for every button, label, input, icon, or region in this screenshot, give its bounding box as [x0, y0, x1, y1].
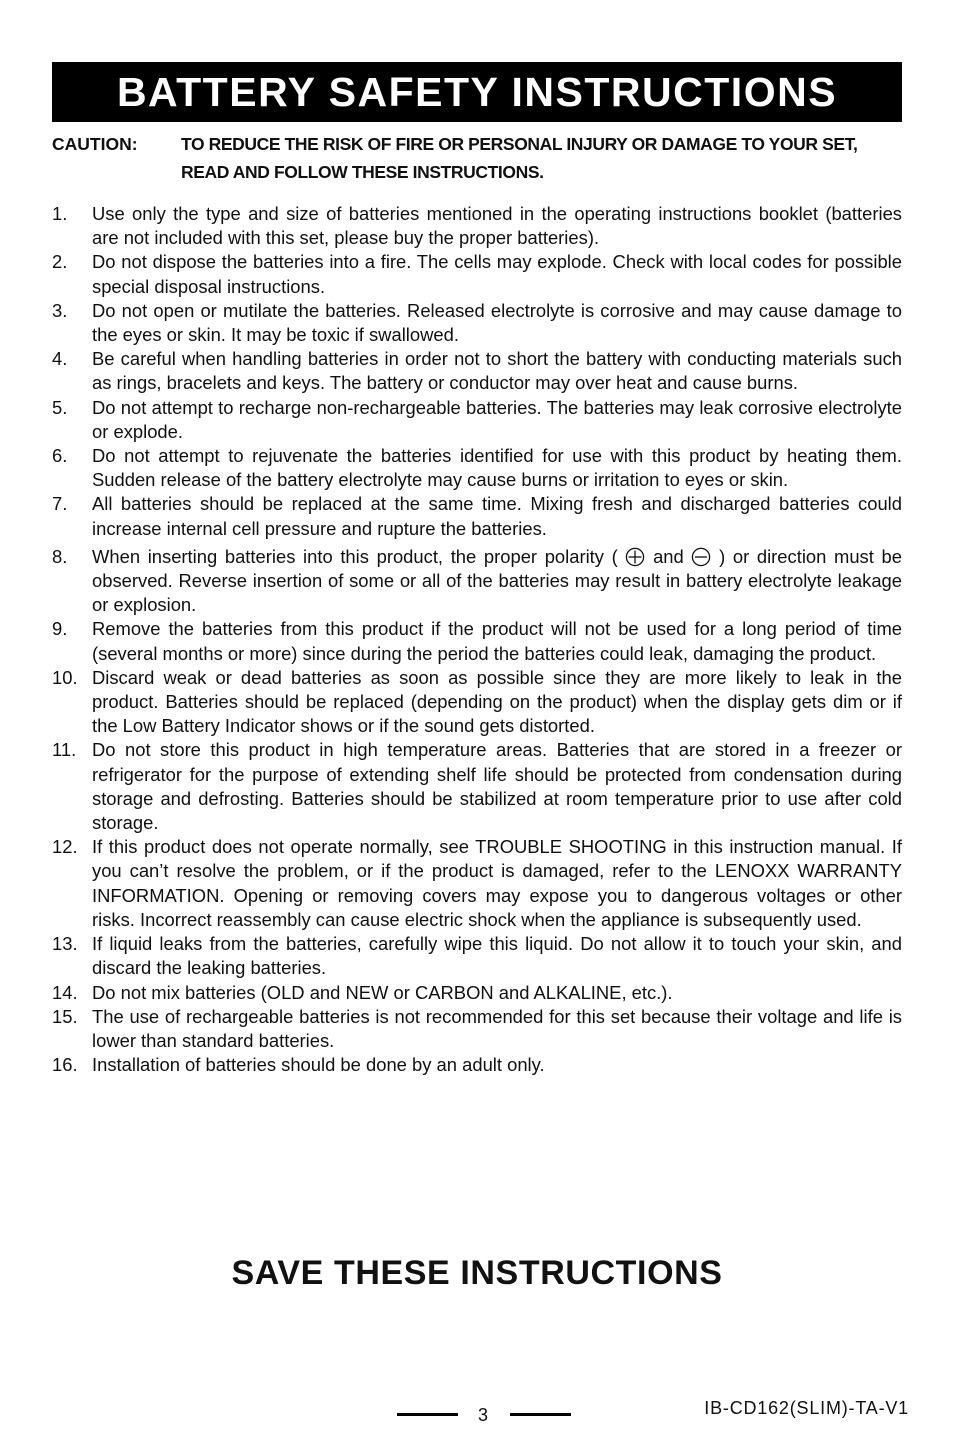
item-number: 13.	[52, 933, 78, 955]
item-text: The use of rechargeable batteries is not recommended for this set because their voltage and life is lower than standard batteries.	[92, 1005, 902, 1051]
item-text: All batteries should be replaced at the same time. Mixing fresh and discharged batteries could increase internal cell pressure and rupture the batteries.	[92, 493, 902, 539]
item-text: If liquid leaks from the batteries, carefully wipe this liquid. Do not allow it to touch your skin, and discard the leaking batteries.	[92, 933, 902, 979]
list-item	[52, 492, 902, 540]
list-item	[52, 1005, 902, 1053]
item-text: Remove the batteries from this product if the product will not be used for a long period of time (several months or more) since during the period the batteries could leak, damaging the product.	[92, 618, 902, 664]
item-text: Do not attempt to recharge non-rechargeable batteries. The batteries may leak corrosive electrolyte or explode.	[92, 396, 902, 442]
item-number: 1.	[52, 203, 68, 224]
item-text: Do not dispose the batteries into a fire. The cells may explode. Check with local codes for possible special disposal instructions.	[92, 251, 902, 297]
item-text: Be careful when handling batteries in order not to short the battery with conducting materials such as rings, bracelets and keys. The battery or conductor may over heat and cause burns.	[92, 348, 902, 394]
item-number: 9.	[52, 618, 68, 640]
item-text	[92, 545, 902, 618]
item-number: 7.	[52, 493, 68, 515]
item-text: If this product does not operate normally, see TROUBLE SHOOTING in this instruction manual. If you can’t resolve the problem, or if the product is damaged, refer to the LENOXX WARRANTY INFORMATION. Opening or removing covers may expose you to dangerous voltages or other risks. Incorrect reassembly can cause electric shock when the appliance is subsequently used.	[92, 836, 902, 930]
item-number: 15.	[52, 1005, 78, 1027]
item-text: Do not open or mutilate the batteries. Released electrolyte is corrosive and may cause damage to the eyes or skin. It may be toxic if swallowed.	[92, 299, 902, 346]
plus-circle-icon	[625, 547, 645, 567]
list-item	[52, 545, 902, 618]
item-text: Installation of batteries should be done by an adult only.	[92, 1054, 545, 1076]
item-number: 8.	[52, 545, 68, 567]
document-code: IB-CD162(SLIM)-TA-V1	[704, 1398, 909, 1418]
item-number: 2.	[52, 251, 68, 273]
item-number: 11.	[52, 739, 77, 761]
page-number: 3	[477, 1405, 488, 1425]
item-text: Do not mix batteries (OLD and NEW or CARBON and ALKALINE, etc.).	[92, 981, 673, 1003]
item-number: 10.	[52, 666, 78, 688]
item-text: Do not attempt to rejuvenate the batteries identified for use with this product by heating them. Sudden release of the battery electrolyte may cause burns or irritation to eyes or skin.	[92, 445, 902, 491]
page-number-rule-right	[510, 1413, 571, 1416]
minus-circle-icon	[691, 547, 711, 567]
item-number: 5.	[52, 396, 68, 418]
caution-text: TO REDUCE THE RISK OF FIRE OR PERSONAL INJURY OR DAMAGE TO YOUR SET, READ AND FOLLOW THESE INSTRUCTIONS.	[181, 134, 858, 182]
list-item	[52, 347, 902, 395]
item-text: Use only the type and size of batteries mentioned in the operating instructions booklet (batteries are not included with this set, please buy the proper batteries).	[92, 203, 902, 249]
page-number-rule-left	[397, 1413, 458, 1416]
list-item	[52, 202, 902, 250]
save-instructions-heading: SAVE THESE INSTRUCTIONS	[231, 1254, 723, 1292]
list-item	[52, 617, 902, 665]
caution-block	[52, 130, 902, 186]
page-title: BATTERY SAFETY INSTRUCTIONS	[116, 68, 838, 115]
item-number: 14.	[52, 981, 78, 1003]
item-text: Do not store this product in high temperature areas. Batteries that are stored in a freezer or refrigerator for the purpose of extending shelf life should be protected from condensation during storage and defrosting. Batteries should be stabilized at room temperature prior to use after cold storage.	[92, 739, 902, 834]
item-number: 3.	[52, 299, 68, 321]
caution-label: CAUTION:	[52, 134, 138, 154]
list-item	[52, 396, 902, 444]
list-item	[52, 981, 902, 1005]
item-number: 4.	[52, 348, 68, 370]
list-item	[52, 1053, 902, 1077]
item-text: Discard weak or dead batteries as soon as possible since they are more likely to leak in the product. Batteries should be replaced (depending on the product) when the display gets dim or if the Low Battery Indicator shows or if the sound gets distorted.	[92, 666, 902, 737]
instruction-list	[52, 202, 902, 1077]
list-item	[52, 299, 902, 347]
list-item	[52, 666, 902, 739]
item-number: 6.	[52, 445, 68, 467]
item-number: 12.	[52, 836, 78, 858]
list-item	[52, 444, 902, 492]
list-item	[52, 250, 902, 298]
list-item	[52, 932, 902, 980]
item-text-and: and	[653, 545, 684, 567]
title-banner	[52, 62, 902, 122]
item-text-part: ) or direction must be observed. Reverse insertion of some or all of the batteries may result in battery electrolyte leakage or explosion.	[92, 545, 902, 616]
item-text-part: When inserting batteries into this product, the proper polarity (	[92, 545, 618, 567]
item-number: 16.	[52, 1054, 78, 1076]
list-item	[52, 835, 902, 932]
list-item	[52, 738, 902, 835]
